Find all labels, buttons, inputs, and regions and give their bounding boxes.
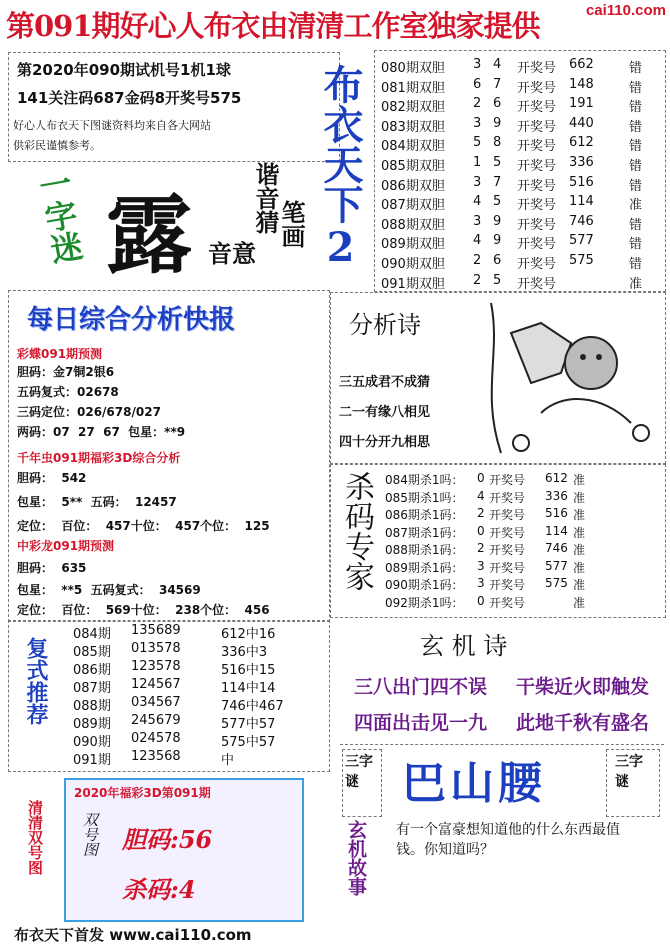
double-bile-table bbox=[374, 50, 666, 292]
kill-row bbox=[385, 524, 661, 540]
mystic-line-1b: 干柴近火即触发 bbox=[516, 676, 650, 698]
row-b: 6 bbox=[493, 96, 502, 112]
row-label: 开奖号 bbox=[517, 159, 557, 174]
row-label: 开奖号 bbox=[517, 139, 557, 155]
kill-label: 开奖号 bbox=[489, 490, 526, 505]
three-char-left-label: 三字谜 bbox=[345, 754, 373, 790]
kill-title: 杀码专家 bbox=[339, 471, 374, 591]
compound-box bbox=[8, 620, 330, 772]
row-label: 开奖号 bbox=[517, 237, 557, 253]
kill-result: 准 bbox=[573, 508, 586, 522]
s2-title: 千年虫091期福彩3D综合分析 bbox=[17, 451, 181, 465]
compound-result: 575中57 bbox=[221, 735, 276, 750]
row-num: 440 bbox=[569, 115, 594, 131]
kill-num: 577 bbox=[545, 558, 568, 573]
compound-nums: 124567 bbox=[131, 677, 181, 692]
row-b: 7 bbox=[493, 76, 502, 92]
row-a: 3 bbox=[473, 213, 482, 229]
compound-row bbox=[73, 641, 323, 658]
compound-row bbox=[73, 677, 323, 694]
kill-n: 0 bbox=[477, 523, 485, 538]
row-period: 086期双胆 bbox=[381, 178, 445, 194]
kill-code-box bbox=[330, 464, 666, 618]
kill-period: 089期杀1码： bbox=[385, 560, 464, 575]
row-b: 4 bbox=[493, 57, 502, 72]
row-num: 516 bbox=[569, 174, 594, 190]
kill-n: 2 bbox=[477, 506, 485, 520]
row-result: 错 bbox=[629, 217, 643, 233]
riddle-hint-1: 谐音猜 bbox=[251, 162, 280, 234]
row-b: 5 bbox=[493, 194, 502, 210]
s2-line-3: 定位： 百位： 457十位： 457个位： 125 bbox=[17, 519, 270, 533]
kill-num: 612 bbox=[545, 471, 568, 485]
compound-period: 086期 bbox=[73, 663, 111, 678]
s3-title: 中彩龙091期预测 bbox=[17, 539, 115, 553]
row-period: 082期双胆 bbox=[381, 100, 445, 116]
row-label: 开奖号 bbox=[517, 276, 557, 292]
poem-line-2: 二一有缘八相见 bbox=[339, 405, 431, 420]
row-a: 4 bbox=[473, 233, 482, 249]
compound-row bbox=[73, 731, 323, 748]
row-period: 088期双胆 bbox=[381, 217, 445, 233]
kill-row bbox=[385, 559, 661, 575]
compound-period: 085期 bbox=[73, 645, 111, 660]
riddle-panel bbox=[8, 160, 308, 290]
row-a: 6 bbox=[473, 76, 482, 92]
compound-result: 612中16 bbox=[221, 627, 276, 642]
compound-period: 088期 bbox=[73, 699, 111, 714]
compound-period: 089期 bbox=[73, 717, 111, 732]
row-result: 准 bbox=[629, 198, 643, 214]
row-period: 087期双胆 bbox=[381, 198, 445, 214]
double-bile-row bbox=[381, 175, 661, 193]
riddle-hint-3: 音意 bbox=[208, 239, 256, 268]
riddle-label: 一字迷 bbox=[31, 165, 87, 267]
poem-title: 分析诗 bbox=[349, 311, 421, 339]
row-num: 148 bbox=[569, 76, 594, 92]
qingqing-box bbox=[64, 778, 304, 922]
mystic-line-2b: 此地千秋有盛名 bbox=[516, 712, 650, 734]
brand-vertical: 布衣天下2 bbox=[317, 64, 364, 271]
mystic-line-1a: 三八出门四不误 bbox=[354, 676, 488, 698]
kill-n: 3 bbox=[477, 576, 485, 590]
kill-row bbox=[385, 541, 661, 557]
three-char-right bbox=[606, 749, 660, 817]
compound-result: 中 bbox=[221, 753, 235, 768]
row-result: 错 bbox=[629, 100, 643, 116]
row-period: 084期双胆 bbox=[381, 139, 445, 155]
kill-result: 准 bbox=[573, 473, 586, 487]
row-period: 090期双胆 bbox=[381, 257, 445, 272]
kill-period: 087期杀1码： bbox=[385, 525, 464, 540]
kill-num: 114 bbox=[545, 523, 568, 538]
row-result: 错 bbox=[629, 80, 643, 96]
kill-result: 准 bbox=[573, 578, 586, 592]
kill-num: 336 bbox=[545, 488, 568, 503]
kill-row bbox=[385, 576, 661, 592]
compound-nums: 024578 bbox=[131, 731, 181, 746]
row-period: 089期双胆 bbox=[381, 237, 445, 253]
s2-line-2: 包星： 5** 五码： 12457 bbox=[17, 495, 177, 509]
kill-num: 575 bbox=[545, 576, 568, 590]
compound-label: 复式推荐 bbox=[23, 637, 49, 725]
double-bile-row bbox=[381, 194, 661, 212]
kill-n: 0 bbox=[477, 471, 485, 485]
kill-label: 开奖号 bbox=[489, 543, 526, 557]
row-b: 6 bbox=[493, 253, 502, 268]
row-period: 085期双胆 bbox=[381, 159, 445, 174]
poem-line-3: 四十分开九相思 bbox=[339, 435, 431, 450]
riddle-char: 露 bbox=[106, 185, 192, 286]
analysis-poem-box bbox=[330, 292, 666, 464]
kill-period: 086期杀1码： bbox=[385, 508, 464, 522]
row-num: 577 bbox=[569, 233, 594, 249]
s1-title: 彩蝶091期预测 bbox=[17, 347, 103, 361]
row-a: 5 bbox=[473, 135, 482, 151]
three-char-right-label: 三字谜 bbox=[615, 754, 643, 790]
s2-line-1: 胆码： 542 bbox=[17, 471, 87, 485]
trial-line-2: 141关注码687金码8开奖号575 bbox=[17, 89, 242, 107]
trial-info-box bbox=[8, 52, 340, 162]
compound-row bbox=[73, 623, 323, 640]
kill-label: 开奖号 bbox=[489, 525, 526, 540]
kill-period: 092期杀1吗： bbox=[385, 595, 464, 610]
compound-result: 114中14 bbox=[221, 681, 276, 696]
kill-result: 准 bbox=[573, 543, 586, 557]
double-bile-row bbox=[381, 116, 661, 134]
row-result: 错 bbox=[629, 139, 643, 155]
double-bile-row bbox=[381, 214, 661, 232]
qingqing-line-1: 胆码:56 bbox=[122, 825, 213, 854]
qingqing-side: 双号图 bbox=[81, 812, 99, 857]
compound-nums: 135689 bbox=[131, 623, 181, 638]
kill-n: 0 bbox=[477, 593, 485, 608]
row-a: 4 bbox=[473, 194, 482, 210]
row-label: 开奖号 bbox=[517, 198, 557, 214]
double-bile-row bbox=[381, 96, 661, 114]
row-b: 5 bbox=[493, 272, 502, 288]
page-title: 第091期好心人布衣由清清工作室独家提供 bbox=[6, 9, 540, 43]
trial-line-1: 第2020年090期试机号1机1球 bbox=[17, 61, 231, 79]
s1-line-3: 三码定位：026/678/027 bbox=[17, 405, 161, 419]
compound-result: 577中57 bbox=[221, 717, 276, 732]
row-label: 开奖号 bbox=[517, 100, 557, 116]
double-bile-row bbox=[381, 273, 661, 291]
trial-line-4: 供彩民谨慎参考。 bbox=[13, 139, 101, 152]
compound-period: 090期 bbox=[73, 735, 111, 750]
compound-nums: 245679 bbox=[131, 713, 181, 728]
double-bile-row bbox=[381, 233, 661, 251]
kill-period: 090期杀1码： bbox=[385, 578, 464, 592]
kill-n: 3 bbox=[477, 558, 485, 573]
row-period: 081期双胆 bbox=[381, 80, 445, 96]
kill-row bbox=[385, 471, 661, 487]
row-a: 1 bbox=[473, 155, 482, 170]
s1-line-2: 五码复式：02678 bbox=[17, 385, 119, 399]
row-period: 091期双胆 bbox=[381, 276, 445, 292]
kill-result: 准 bbox=[573, 595, 586, 610]
story-label: 玄机故事 bbox=[345, 820, 367, 896]
row-result: 错 bbox=[629, 119, 643, 135]
kill-row bbox=[385, 594, 661, 610]
daily-title: 每日综合分析快报 bbox=[27, 305, 236, 335]
footer[interactable]: 布衣天下首发 www.cai110.com bbox=[14, 926, 252, 944]
row-b: 8 bbox=[493, 135, 502, 151]
kill-period: 085期杀1吗： bbox=[385, 490, 464, 505]
compound-nums: 013578 bbox=[131, 641, 181, 656]
kill-label: 开奖号 bbox=[489, 560, 526, 575]
kill-period: 088期杀1码： bbox=[385, 543, 464, 557]
qingqing-box-title: 2020年福彩3D第091期 bbox=[74, 786, 211, 800]
kill-result: 准 bbox=[573, 490, 586, 505]
compound-nums: 123578 bbox=[131, 659, 181, 674]
row-num: 575 bbox=[569, 253, 594, 268]
compound-period: 084期 bbox=[73, 627, 111, 642]
kill-label: 开奖号 bbox=[489, 578, 526, 592]
kill-n: 4 bbox=[477, 488, 485, 503]
row-period: 083期双胆 bbox=[381, 119, 445, 135]
kill-label: 开奖号 bbox=[489, 508, 526, 522]
kill-n: 2 bbox=[477, 541, 485, 555]
daily-analysis-box bbox=[8, 290, 330, 622]
kill-result: 准 bbox=[573, 560, 586, 575]
row-num: 114 bbox=[569, 194, 594, 210]
compound-row bbox=[73, 695, 323, 712]
double-bile-row bbox=[381, 77, 661, 95]
three-char-answer: 巴山腰 bbox=[402, 758, 546, 809]
trial-line-3: 好心人布衣天下图谜资料均来自各大网站 bbox=[13, 119, 211, 132]
row-b: 9 bbox=[493, 115, 502, 131]
row-label: 开奖号 bbox=[517, 61, 557, 76]
riddle-hint-2: 笔画 bbox=[277, 200, 306, 248]
kill-row bbox=[385, 506, 661, 522]
row-a: 2 bbox=[473, 96, 482, 112]
compound-nums: 034567 bbox=[131, 695, 181, 710]
kill-period: 084期杀1吗： bbox=[385, 473, 464, 487]
kill-label: 开奖号 bbox=[489, 473, 526, 487]
compound-row bbox=[73, 659, 323, 676]
s1-line-4: 两码：07 27 67 包星：**9 bbox=[17, 425, 186, 439]
kill-row bbox=[385, 489, 661, 505]
row-result: 错 bbox=[629, 178, 643, 194]
row-a: 3 bbox=[473, 115, 482, 131]
compound-nums: 123568 bbox=[131, 749, 181, 764]
compound-result: 516中15 bbox=[221, 663, 276, 678]
s1-line-1: 胆码：金7铜2银6 bbox=[17, 365, 115, 379]
mystic-title: 玄 机 诗 bbox=[420, 632, 508, 660]
row-num: 336 bbox=[569, 155, 594, 170]
row-label: 开奖号 bbox=[517, 178, 557, 194]
double-bile-row bbox=[381, 253, 661, 271]
double-bile-row bbox=[381, 155, 661, 173]
mystic-line-2a: 四面出击见一九 bbox=[354, 712, 488, 734]
kill-label: 开奖号 bbox=[489, 595, 526, 610]
row-result: 错 bbox=[629, 61, 643, 76]
row-num: 612 bbox=[569, 135, 594, 151]
row-result: 错 bbox=[629, 257, 643, 272]
row-num: 746 bbox=[569, 213, 594, 229]
three-char-box bbox=[340, 744, 664, 821]
row-a: 3 bbox=[473, 174, 482, 190]
kill-num: 746 bbox=[545, 541, 568, 555]
row-b: 9 bbox=[493, 213, 502, 229]
three-char-left bbox=[342, 749, 382, 817]
double-bile-row bbox=[381, 135, 661, 153]
compound-period: 091期 bbox=[73, 753, 111, 768]
row-num: 191 bbox=[569, 96, 594, 112]
row-label: 开奖号 bbox=[517, 257, 557, 272]
mystic-poem-box bbox=[340, 660, 664, 744]
row-num: 662 bbox=[569, 57, 594, 72]
qingqing-label: 清清双号图 bbox=[26, 800, 44, 875]
cartoon-illustration bbox=[471, 293, 665, 461]
s3-line-1: 胆码： 635 bbox=[17, 561, 87, 575]
row-label: 开奖号 bbox=[517, 80, 557, 96]
row-a: 2 bbox=[473, 272, 482, 288]
page-header bbox=[0, 0, 670, 48]
s3-line-2: 包星： **5 五码复式： 34569 bbox=[17, 583, 201, 597]
row-a: 3 bbox=[473, 57, 482, 72]
double-bile-row bbox=[381, 57, 661, 75]
row-b: 7 bbox=[493, 174, 502, 190]
compound-row bbox=[73, 713, 323, 730]
row-result: 错 bbox=[629, 159, 643, 174]
row-a: 2 bbox=[473, 253, 482, 268]
compound-result: 746中467 bbox=[221, 699, 284, 714]
row-label: 开奖号 bbox=[517, 119, 557, 135]
compound-period: 087期 bbox=[73, 681, 111, 696]
row-b: 9 bbox=[493, 233, 502, 249]
qingqing-line-2: 杀码:4 bbox=[122, 875, 196, 904]
site-logo[interactable]: cai110.com bbox=[585, 2, 666, 19]
story-text: 有一个富豪想知道他的什么东西最值钱。你知道吗？ bbox=[396, 822, 620, 858]
kill-result: 准 bbox=[573, 525, 586, 540]
compound-row bbox=[73, 749, 323, 766]
row-result: 错 bbox=[629, 237, 643, 253]
row-label: 开奖号 bbox=[517, 217, 557, 233]
row-period: 080期双胆 bbox=[381, 61, 445, 76]
kill-num: 516 bbox=[545, 506, 568, 520]
row-result: 准 bbox=[629, 276, 643, 292]
poem-line-1: 三五成君不成猜 bbox=[339, 375, 431, 390]
compound-result: 336中3 bbox=[221, 645, 268, 660]
row-b: 5 bbox=[493, 155, 502, 170]
s3-line-3: 定位： 百位： 569十位： 238个位： 456 bbox=[17, 603, 270, 617]
